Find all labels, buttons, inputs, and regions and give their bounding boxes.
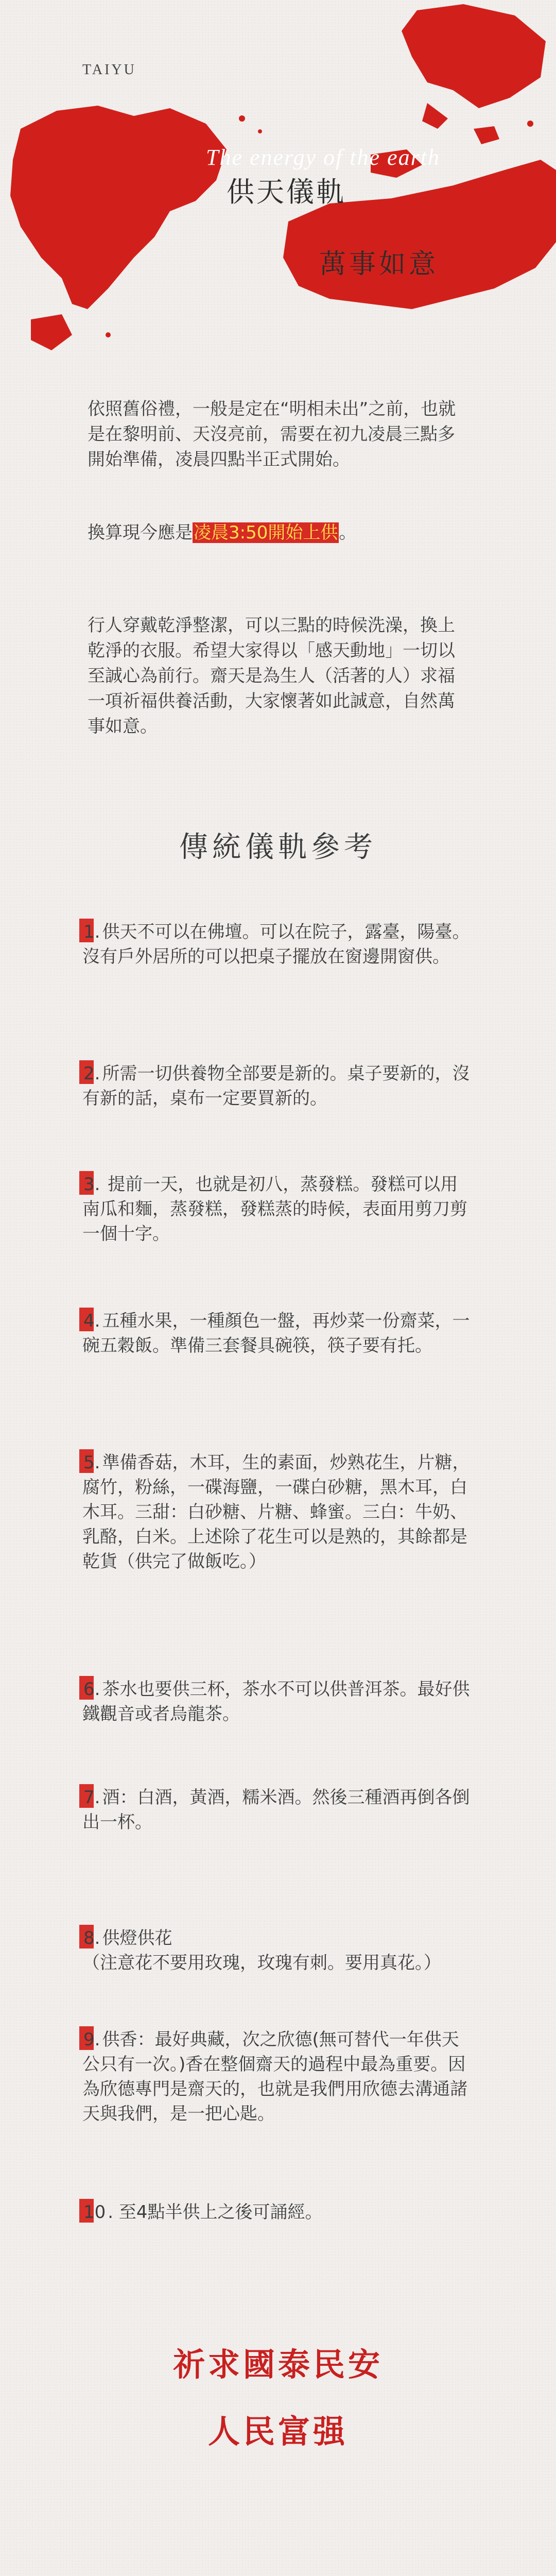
item-number: 5. <box>82 1450 102 1475</box>
item-text: 供香：最好典藏，次之欣德(無可替代一年供天公只有一次。)香在整個齋天的過程中最為重要。因為欣德專門是齋天的，也就是我們用欣德去溝通諸天與我們，是一把心匙。 <box>82 2029 467 2124</box>
section-title: 傳統儀軌參考 <box>179 831 377 864</box>
intro-text-end: 。 <box>339 522 357 543</box>
item-text: 供天不可以在佛壇。可以在院子，露臺，陽臺。沒有戶外居所的可以把桌子擺放在窗邊開窗供。 <box>82 922 470 967</box>
list-item <box>82 920 474 969</box>
list-item <box>82 1061 474 1111</box>
start-time-highlight: 凌晨3:50開始上供 <box>194 522 338 543</box>
item-text: 所需一切供養物全部要是新的。桌子要新的，沒有新的話，桌布一定要買新的。 <box>82 1063 470 1109</box>
footer-blessing-2: 人民富强 <box>207 2413 348 2450</box>
list-item <box>82 1172 474 1246</box>
item-text: 供燈供花 （注意花不要用玫瑰，玫瑰有刺。要用真花。） <box>82 1928 441 1973</box>
item-text: 五種水果，一種顏色一盤，再炒菜一份齋菜，一碗五穀飯。準備三套餐具碗筷，筷子要有托。 <box>82 1311 470 1356</box>
list-item <box>82 1785 474 1835</box>
item-number: 6. <box>82 1677 102 1702</box>
list-item <box>82 1901 474 2000</box>
list-item <box>82 1677 474 1726</box>
footer-blessing-1: 祈求國泰民安 <box>172 2346 383 2383</box>
intro-paragraph-1: 依照舊俗禮，一般是定在“明相未出”之前，也就是在黎明前、天沒亮前，需要在初九凌晨三點多開始準備，凌晨四點半正式開始。 <box>88 399 456 470</box>
english-tagline: The energy of the earth <box>206 145 440 170</box>
item-number: 2. <box>82 1061 102 1086</box>
item-number: 10 <box>82 2200 108 2225</box>
item-text: 酒：白酒，黃酒，糯米酒。然後三種酒再倒各倒出一杯。 <box>82 1787 470 1833</box>
item-text: 準備香菇，木耳，生的素面，炒熟花生，片糖，腐竹，粉絲，一碟海鹽，一碟白砂糖，黑木耳，白木耳。三甜：白砂糖、片糖、蜂蜜。三白：牛奶、乳酪，白米。上述除了花生可以是熟的，其餘都是乾貨（供完了做飯吃。） <box>82 1452 470 1572</box>
list-item <box>82 2027 474 2126</box>
item-number: 9. <box>82 2027 102 2052</box>
page-subtitle: 萬事如意 <box>319 249 439 280</box>
item-number: 8. <box>82 1926 102 1951</box>
intro-paragraph-3: 行人穿戴乾淨整潔，可以三點的時候洗澡，換上乾淨的衣服。希望大家得以「感天動地」一切以至誠心為前行。齋天是為生人（活著的人）求福一項祈福供養活動，大家懷著如此誠意，自然萬事如意。 <box>88 615 455 737</box>
header-banner <box>0 0 556 361</box>
item-number: 4. <box>82 1309 102 1333</box>
list-item <box>82 1309 474 1358</box>
brand-label: TAIYU <box>82 62 136 78</box>
item-text: . 至4點半供上之後可誦經。 <box>108 2202 323 2223</box>
list-item <box>82 2200 474 2225</box>
item-number: 7. <box>82 1785 102 1810</box>
item-text: 茶水也要供三杯，茶水不可以供普洱茶。最好供鐵觀音或者烏龍茶。 <box>82 1679 470 1724</box>
item-number: 1. <box>82 920 102 944</box>
intro-paragraph-2 <box>88 520 468 546</box>
item-text: 提前一天，也就是初八，蒸發糕。發糕可以用南瓜和麵，蒸發糕，發糕蒸的時候，表面用剪刀剪一個十字。 <box>82 1174 467 1244</box>
page-title: 供天儀軌 <box>227 176 346 208</box>
item-number: 3. <box>82 1172 102 1197</box>
intro-text: 換算現今應是 <box>88 522 193 543</box>
list-item <box>82 1450 474 1574</box>
